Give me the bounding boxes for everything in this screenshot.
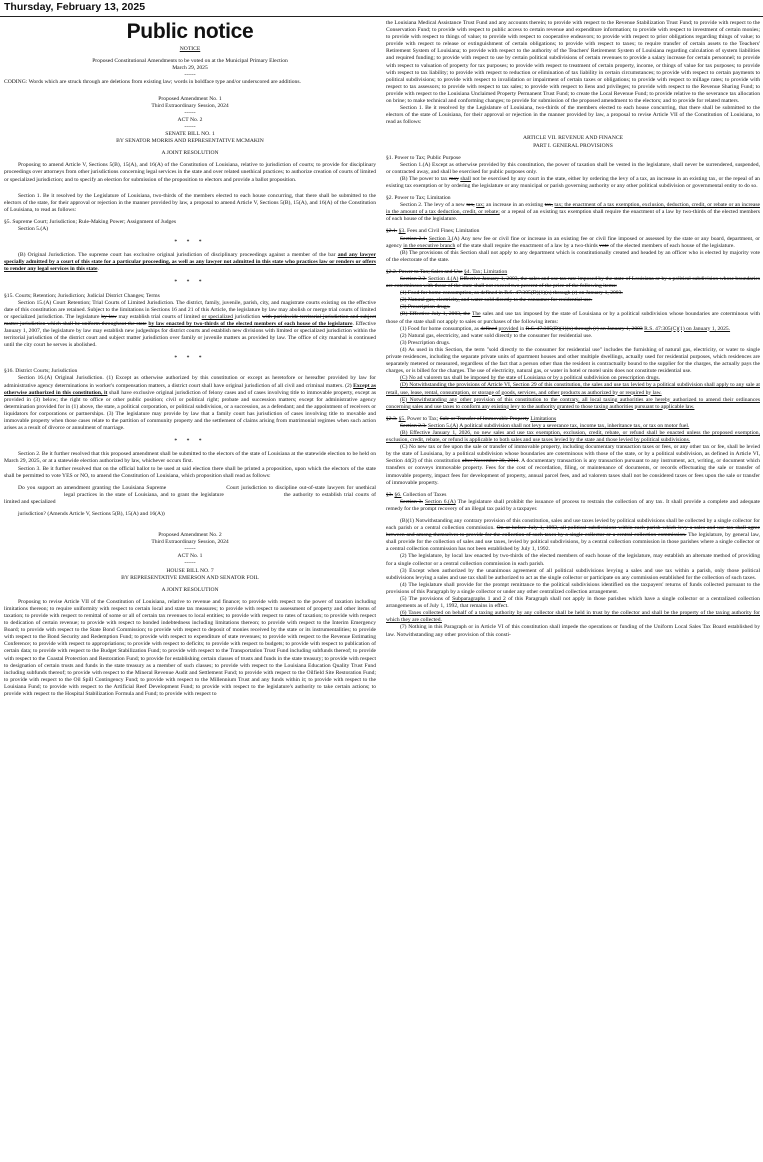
- page-header: [0, 0, 763, 18]
- amend2-bill: HOUSE BILL NO. 7: [166, 567, 214, 574]
- ballot-proposition: Do you support an amendment granting the Louisiana Supreme Court jurisdiction to discipline out-of-state lawyers for unethicallegal practices in the state of Louisiana, and to grant the legislature the authority to establish trial courts of limited and specialized: [4, 484, 376, 505]
- sec5-c: (C) No new tax or fee upon the sale or transfer of immovable property, including documentary transaction taxes or fees, or any other tax or fee, shall be levied by the state of Louisiana, by a political subdivision whose boundaries are coterminous with those of the state, or by a political subdivision, as defined in Article VI, Section 44(2) of this constitution after November 30, 2011. A documentary transaction is any transaction pursuant to any instrument, act, writing, or document which transfers or conveys immovable property. Fees for the cost of recordation, filing, or maintenance of documents, or records effectuating the sale or transfer of immovable property, impact fees for development of property, annual parcel fees, and ad valorem taxes shall not be considered taxes or fees upon the sale or transfer of immovable property.: [386, 444, 760, 486]
- header-rule: [0, 16, 763, 17]
- sec6-b4: (4) The legislature shall provide for the prompt remittance to the political subdivisions identified on the taxpayers' returns of funds collected pursuant to the provisions of this Paragraph by a single collector or under any other centralized collection arrangement.: [386, 581, 760, 595]
- sec3-heading: §2.1. §3. Fees and Civil Fines; Limitation: [386, 228, 480, 235]
- part-heading: PART I. GENERAL PROVISIONS: [533, 142, 613, 149]
- amend2-title: Proposed Amendment No. 2: [158, 532, 222, 539]
- sec4-e: (E) Notwithstanding any other provision of this constitution to the contrary, all local taxing authorities are hereby authorized to amend their ordinances concerning sales and use taxes to conform any existing levy to the authority granted to those taxing authorities pursuant to applicable law.: [386, 396, 760, 410]
- amend2-intro-continued: the Louisiana Medical Assistance Trust Fund and any accounts therein; to provide with respect to the Revenue Stabilization Trust Fund; to provide with respect to the Conservation Fund; to provide with respect to public access to certain revenue and expenditure information; to provide with respect to investment of certain monies; to provide with respect to things of value; to provide with respect to cooperative endeavors; to provide with respect to prior obligations regarding things of value; to provide with respect to release or extinguishment of certain obligations; to provide with respect to taxes; to require transfer of certain assets to the Teachers' Retirement System of Louisiana; to provide with respect to the authority of the Teachers' Retirement System of Louisiana regarding calculation of system liabilities and required funding; to provide with respect to use by certain political subdivisions of certain revenues to provide a salary increase for certain personnel; to provide with respect to valuation of property for tax purposes; to provide with respect to treatment of certain property, income, or things of value for tax purposes; to provide with respect to tax liability; to provide with respect to reduction or elimination of tax liability in certain circumstances; to provide with respect to certain payments to political subdivisions; to provide with respect to invalidation or impairment of certain taxes or obligations; to provide with respect to millage rates; to provide with respect to tax assessors; to provide with respect to tax sales; to provide with respect to liens and privileges; to provide with respect to the Revenue Sharing Fund; to provide with respect to the Louisiana Unclaimed Property Permanent Trust Fund; to create the Local Revenue Fund; to provide relative to the severance tax allocation on brine; to make technical and conforming changes; to provide for submission of the proposed amendment to the electors; and to provide for related matters.: [386, 20, 760, 105]
- amend1-joint-resolution: A JOINT RESOLUTION: [161, 150, 219, 157]
- ballot-proposition-end: jurisdiction? (Amends Article V, Sections 5(B), 15(A) and 16(A)): [18, 510, 165, 517]
- sec1-heading: §1. Power to Tax; Public Purpose: [386, 154, 461, 161]
- sec6-b5: (5) The provisions of Subparagraphs 1 and 2 of this Paragraph shall not apply in those parishes which have a single collector or a centralized collection arrangements as of July 1, 1992, that remains in effect.: [386, 596, 760, 610]
- sec4-c: (C) No ad valorem tax shall be imposed by the state of Louisiana or by a political subdivision on prescription drugs.: [400, 375, 660, 382]
- divider: ------: [184, 546, 196, 553]
- sec4-a: Section 2.2. Section 4.(A) Effective January 1, 2003, the sales and use tax rate imposed by the state of Louisiana or by a political subdivision whose boundaries are coterminous with those of the state shall not exceed two percent of the price of the following items:: [386, 276, 760, 290]
- sec4-b1: (1) Food for home consumption, as defined provided in R.S. 47:305(D)(1)(n) through (r) on January 1, 2003 R.S. 47:305(C)(1) on January 1, 2025.: [400, 325, 731, 332]
- notice-label: NOTICE: [179, 46, 201, 53]
- notice-subtitle: Proposed Constitutional Amendments to be voted on at the Municipal Primary Election: [92, 58, 288, 65]
- sec5-b: (B) Effective January 1, 2026, no new sales and use tax exemption, exclusion, credit, rebate, or refund shall be enacted unless the proposed exemption, exclusion, credit, rebate, or refund is applicable to both sales and use taxes levied by the state and those levied by political subdivisions.: [386, 429, 760, 444]
- sec1-a: Section 1.(A) Except as otherwise provided by this constitution, the power of taxation shall be vested in the legislature, shall never be surrendered, suspended, or contracted away, and shall be exercised for public purposes only.: [386, 161, 760, 175]
- sec6-b7: (7) Nothing in this Paragraph or in Article VI of this constitution shall impede the operations or funding of the Uniform Local Sales Tax Board established by law. Notwithstanding any other provision of this consti-: [386, 624, 760, 638]
- issue-date: Thursday, February 13, 2025: [4, 1, 146, 13]
- amend1-section3: Section 3. Be it further resolved that on the official ballot to be used at said election there shall be printed a proposition, upon which the electors of the state shall be permitted to vote YES or NO, to amend the Constitution of Louisiana, which proposition shall read as follows:: [4, 465, 376, 479]
- amend2-act: ACT No. 1: [177, 553, 203, 560]
- sec6-b6: (6) Taxes collected on behalf of a taxing authority by any collector shall be held in trust by the collector and shall be the property of the taxing authority for which they are collected.: [386, 610, 760, 624]
- sec4-b3: (3) Prescription drugs.: [400, 339, 451, 346]
- amend1-session: Third Extraordinary Session, 2024: [151, 102, 229, 109]
- amend2-section1: Section 1. Be it resolved by the Legislature of Louisiana, two-thirds of the members elected to each house concurring, that there shall be submitted to the electors of the state of Louisiana, for their approval or rejection in the manner provided by law, a proposal to revise Article VII of the Constitution of Louisiana, to read as follows:: [386, 105, 760, 126]
- sec4-a3: (3) Prescription drugs.: [400, 304, 451, 311]
- divider: ------: [184, 109, 196, 116]
- sec4-b: (B) Effective July 1, 2003, the The sales and use tax imposed by the state of Louisiana or by a political subdivision whose boundaries are coterminous with those of the state shall not apply to sales or purchases of the following items:: [386, 311, 760, 325]
- amend2-session: Third Extraordinary Session, 2024: [151, 539, 229, 546]
- amend2-joint-resolution: A JOINT RESOLUTION: [161, 586, 219, 593]
- amend2-intro: Proposing to revise Article VII of the Constitution of Louisiana, relative to revenue and finance; to provide with respect to the power of taxation including limitations thereon; to require uniformity with respect to certain local and state tax measures; to provide with respect to assessment of property and other items of taxation; to provide with respect to remittal of some or all of certain tax revenues to local entities; to provide with respect to rates of taxation; to provide with respect to dedication of certain revenue; to provide with respect to bonded indebtedness including limitations thereon; to provide with respect to the Interim Emergency Board; to provide with respect to the State Bond Commission; to provide with respect to deposit of monies received by the state or its instrumentalities; to provide with respect to the Bond Security and Redemption Fund; to provide with respect to expenditure of state revenues; to provide with respect to the Revenue Estimating Conference; to provide with respect to appropriations; to provide with respect to deficits; to provide with respect to budgets; to provide with respect to publication of certain data; to provide with respect to the Budget Stabilization Fund; to provide with respect to the Transportation Trust Fund including subfunds thereof; to provide with respect to the Coastal Protection and Restoration Fund; to provide for establishing certain classes of trusts and funds in the state treasury; to provide with respect to designation of certain trusts and funds in the state treasury as a member of such classes; to provide with respect to the Louisiana Education Quality Trust Fund including subfunds thereof; to provide with respect to the Mineral Revenue Audit and Settlement Fund; to provide with respect to the Oilfield Site Restoration Fund; to provide with respect to the Oil Spill Contingency Fund; to provide with respect to the Millennium Trust and any funds within it; to provide with respect to the Louisiana Fund; to provide with respect to the Artificial Reef Development Fund; to provide with respect to the legislature's authority to take certain actions; to provide with respect to the Hospital Stabilization Formula and Fund; to provide with respect to: [4, 598, 376, 698]
- amend1-sponsors: BY SENATOR MORRIS AND REPRESENTATIVE MCMAKIN: [116, 138, 264, 145]
- sec4-a2: (2) Natural gas, electricity, and water sold directly to the consumer for residential use.: [400, 297, 593, 304]
- sec3-a: Section 2.1. Section 3.(A) Any new fee or civil fine or increase in an existing fee or civil fine imposed or assessed by the state or any board, department, or agency in the executive branch of the state shall require the enactment of a law by a two-thirds vote of the elected members of each house of the legislature.: [386, 235, 760, 249]
- stars-separator: * * *: [174, 355, 206, 362]
- right-column: [386, 20, 760, 1160]
- sec1-b: (B) The power to tax may shall not be exercised by any court in the state, either by ordering the levy of a tax, an increase in an existing tax, or the repeal of an existing tax exemption or by ordering the legislature or any municipal or parish governing authority or any other political subdivision or governmental entity to do so.: [386, 175, 760, 189]
- sec2-heading: §2. Power to Tax; Limitation: [386, 195, 451, 202]
- sec5-a: Section 2.3. Section 5.(A) A political subdivision shall not levy a severance tax, income tax, inheritance tax, or tax on motor fuel.: [400, 422, 690, 429]
- sec4-b2: (2) Natural gas, electricity, and water sold directly to the consumer for residential use.: [400, 332, 593, 339]
- sec6-a: Section 3. Section 6.(A) The legislature shall prohibit the issuance of process to restrain the collection of any tax. It shall provide a complete and adequate remedy for the prompt recovery of an illegal tax paid by a taxpayer.: [386, 498, 760, 512]
- stars-separator: * * *: [174, 279, 206, 286]
- sec6-b3: (3) Except when authorized by the unanimous agreement of all political subdivisions levying a sales and use tax within a parish, only those political subdivisions levying a sales and use tax shall be authorized to act as the single collector or participate on any commission established for the collection of such taxes.: [386, 567, 760, 581]
- stars-separator: * * *: [174, 239, 206, 246]
- amend1-s5-heading: §5. Supreme Court; Jurisdiction; Rule-Making Power; Assignment of Judges: [4, 218, 176, 225]
- divider: ------: [184, 72, 196, 79]
- amend2-sponsors: BY REPRESENTATIVE EMERSON AND SENATOR FOIL: [121, 574, 259, 581]
- amend1-act: ACT No. 2: [177, 116, 203, 123]
- amend1-s5b: (B) Original Jurisdiction. The supreme court has exclusive original jurisdiction of disciplinary proceedings against a member of the bar and any lawyer specially admitted by a court of this state for a particular proceeding, as well as any lawyer not admitted in this state who practices law or renders or offers to render any legal services in this state.: [4, 252, 376, 273]
- amend1-s5-section: Section 5.(A): [18, 225, 49, 232]
- sec4-d: (D) Notwithstanding the provisions of Article VI, Section 29 of this constitution, the sales and use tax levied by a political subdivision shall apply to any sale at retail, use, lease, rental, consumption, or storage of goods, services, and other products as authorized by or required by law.: [386, 382, 760, 396]
- election-date: March 29, 2025: [172, 65, 208, 72]
- amend1-section2: Section 2. Be it further resolved that this proposed amendment shall be submitted to the electors of the state of Louisiana at the statewide election to be held on March 29, 2025, or at a statewide election authorized by law, whichever occurs first.: [4, 451, 376, 465]
- left-column: [4, 20, 376, 1158]
- sec4-b4: (4) As used in this Section, the term "sold directly to the consumer for residential use" includes the furnishing of natural gas, electricity, or water to single private residences, including the separate private units of apartment houses and other multiple dwellings, actually used for residential purposes, which residences are separately metered or measured, regardless of the fact that a person other than the resident is contractually bound to the supplier for the charges, the actually pays the charges, or is billed for the charges. The use of electricity, natural gas, or water in hotel or motel units does not constitute residential use.: [386, 346, 760, 375]
- headline: Public notice: [126, 20, 254, 43]
- sec6-b2: (2) The legislature, by local law enacted by two-thirds of the elected members of each house of the legislature, may establish an alternate method of providing for a single collector or a central collection commission in each parish.: [386, 553, 760, 567]
- amend1-s16a: Section 16.(A) Original Jurisdiction. (1) Except as otherwise authorized by this constitution or except as heretofore or hereafter provided by law for administrative agency determinations in worker's compensation matters, a district court shall have original jurisdiction of all civil and criminal matters. (2) Except as otherwise authorized in this constitution, it shall have exclusive original jurisdiction of felony cases and of cases involving title to immovable property, except as provided in (3) below; the right to office or other public position; civil or political right; probate and succession matters; except for administrative agency determination provided for in (1) above, the state, a political corporation, or political subdivision, or a succession, as a defendant; and the appointment of receivers or liquidators for corporations or partnerships. (3) The legislature may provide by law that a family court has jurisdiction of cases involving title to movable and immovable property when those cases relate to the partition of community property and the settlement of claims arising from matrimonial regimes when such action arises as a result of divorce or annulment of marriage.: [4, 375, 376, 432]
- sec2-text: Section 2. The levy of a new tax, tax; an increase in an existing tax, tax; the enactment of a tax exemption, exclusion, deduction, credit, or rebate or an increase in the amount of a tax deduction, credit, or rebate; or a repeal of an existing tax exemption shall require the enactment of a law by two-thirds of the elected members of each house of the legislature.: [386, 202, 760, 223]
- sec4-heading: §2.2. Power to Tax; Sales and Use §4. Tax; Limitation: [386, 268, 508, 275]
- sec6-heading: §3. §6. Collection of Taxes: [386, 491, 447, 498]
- divider: ------: [184, 123, 196, 130]
- amend1-s16-heading: §16. District Courts; Jurisdiction: [4, 368, 78, 375]
- amend1-s15a: Section 15.(A) Court Retention; Trial Courts of Limited Jurisdiction. The district, family, juvenile, parish, city, and magistrate courts existing on the effective date of this constitution are retained. Subject to the limitations in Sections 16 and 21 of this Article, the legislature by law may abolish or merge trial courts of limited or specialized jurisdiction. The legislature by law may establish trial courts of limited or specialized jurisdiction with parishwide territorial jurisdiction and subject matter jurisdiction which shall be uniform throughout the state by law enacted by two-thirds of the elected members of each house of the legislature. Effective January 1, 2007, the legislature by law may establish new judgeships for district courts and establish new divisions with limited or specialized jurisdiction within the territorial jurisdiction of the district court and subject matter jurisdiction over family or juvenile matters as provided by law. The office of city marshal is continued until the city court he serves is abolished.: [4, 299, 376, 349]
- amend1-bill: SENATE BILL NO. 1: [165, 131, 215, 138]
- sec5-heading: §2.3. §5. Power to Tax; Sale or Transfer of Immovable Property Limitations: [386, 415, 557, 422]
- coding-note: CODING: Words which are struck through are deletions from existing law; words in boldface type and/or underscored are additions.: [4, 79, 301, 86]
- sec4-a1: (1) Food for home consumption, as defined in R.S. 47:305(D)(1)(n) through (r) on January 1, 2003.: [400, 290, 623, 297]
- article-heading: ARTICLE VII. REVENUE AND FINANCE: [522, 135, 624, 142]
- divider: ------: [184, 560, 196, 567]
- sec3-b: (B) The provisions of this Section shall not apply to any department which is constitutionally created and headed by an officer who is elected by majority vote of the electorate of the state.: [386, 249, 760, 263]
- amend1-section1: Section 1. Be it resolved by the Legislature of Louisiana, two-thirds of the members elected to each house concurring, that there shall be submitted to the electors of the state, for their approval or rejection in the manner provided by law, a proposal to amend Article V, Sections 5(B), 15(A), and 16(A) of the Constitution of Louisiana, to read as follows:: [4, 192, 376, 213]
- stars-separator: * * *: [174, 438, 206, 445]
- sec6-b1: (B)(1) Notwithstanding any contrary provision of this constitution, sales and use taxes levied by political subdivisions shall be collected by a single collector for each parish or a central collection commission. On or before July 1, 1992, all political subdivisions within each parish which levy a sales and use tax shall agree between and among themselves to provide for the collection of such taxes by a single collector or a central collection commission. The legislature, by general law, shall provide for the collection of sales and use taxes, levied by political subdivisions, by a central collection commission in those parishes where a single collector or a central collection commission has not been established by July 1, 1992.: [386, 518, 760, 553]
- amend1-title: Proposed Amendment No. 1: [158, 95, 222, 102]
- amend1-s15-heading: §15. Courts; Retention; Jurisdiction; Judicial District Changes; Terms: [4, 292, 160, 299]
- amend1-intro: Proposing to amend Article V, Sections 5(B), 15(A), and 16(A) of the Constitution of Louisiana, relative to jurisdiction of courts; to provide for disciplinary proceedings over attorneys from other jurisdictions concerning legal services in the state and over related unethical practices; to authorize creation of courts of limited or specialized jurisdiction; and to specify an election for submission of the proposition to electors and provide a ballot proposition.: [4, 162, 376, 183]
